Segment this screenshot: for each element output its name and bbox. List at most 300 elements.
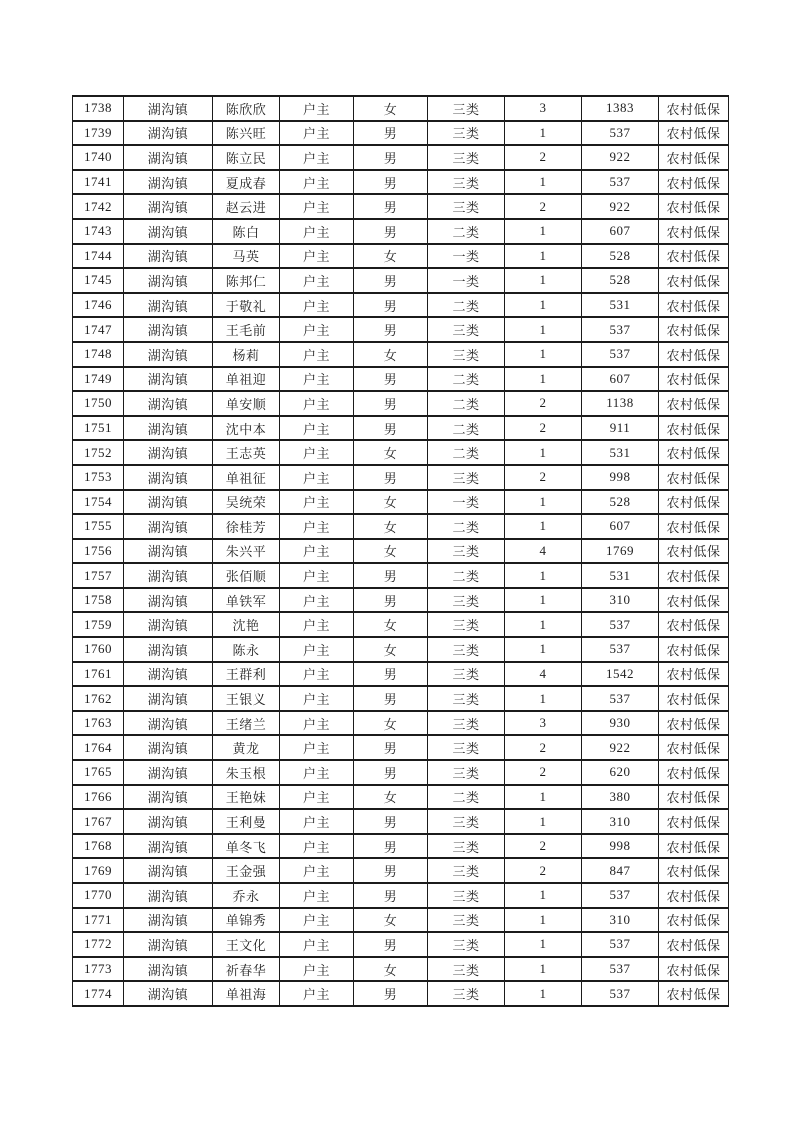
cell-persons: 2 [505, 416, 582, 441]
cell-name: 沈艳 [213, 612, 280, 637]
cell-amount: 922 [582, 735, 659, 760]
cell-serial: 1755 [73, 514, 124, 539]
cell-name: 陈邦仁 [213, 268, 280, 293]
table-row [73, 760, 729, 785]
table-row [73, 785, 729, 810]
cell-gender: 女 [354, 908, 428, 933]
cell-town: 湖沟镇 [124, 194, 213, 219]
cell-persons: 1 [505, 981, 582, 1006]
cell-name: 朱玉根 [213, 760, 280, 785]
cell-serial: 1743 [73, 219, 124, 244]
cell-name: 王利曼 [213, 809, 280, 834]
table-row [73, 908, 729, 933]
cell-relation: 户主 [280, 317, 354, 342]
cell-town: 湖沟镇 [124, 367, 213, 392]
cell-amount: 537 [582, 686, 659, 711]
cell-relation: 户主 [280, 416, 354, 441]
cell-persons: 1 [505, 957, 582, 982]
cell-relation: 户主 [280, 883, 354, 908]
cell-gender: 女 [354, 490, 428, 515]
cell-type: 农村低保 [659, 416, 729, 441]
cell-serial: 1760 [73, 637, 124, 662]
cell-type: 农村低保 [659, 244, 729, 269]
cell-relation: 户主 [280, 785, 354, 810]
cell-name: 朱兴平 [213, 539, 280, 564]
cell-persons: 1 [505, 342, 582, 367]
table-row [73, 711, 729, 736]
cell-category: 二类 [428, 416, 505, 441]
cell-serial: 1754 [73, 490, 124, 515]
cell-type: 农村低保 [659, 539, 729, 564]
cell-serial: 1763 [73, 711, 124, 736]
cell-relation: 户主 [280, 735, 354, 760]
table-row [73, 490, 729, 515]
cell-relation: 户主 [280, 219, 354, 244]
table-row [73, 244, 729, 269]
cell-category: 三类 [428, 194, 505, 219]
cell-persons: 3 [505, 96, 582, 121]
table-row [73, 96, 729, 121]
cell-town: 湖沟镇 [124, 145, 213, 170]
cell-type: 农村低保 [659, 96, 729, 121]
cell-persons: 1 [505, 440, 582, 465]
cell-category: 三类 [428, 981, 505, 1006]
cell-serial: 1759 [73, 612, 124, 637]
cell-gender: 男 [354, 981, 428, 1006]
cell-name: 陈兴旺 [213, 121, 280, 146]
table-row [73, 883, 729, 908]
cell-name: 王文化 [213, 932, 280, 957]
table-row [73, 121, 729, 146]
cell-amount: 310 [582, 809, 659, 834]
cell-name: 单安顺 [213, 391, 280, 416]
cell-name: 王艳妹 [213, 785, 280, 810]
cell-relation: 户主 [280, 932, 354, 957]
cell-category: 三类 [428, 539, 505, 564]
cell-category: 三类 [428, 932, 505, 957]
cell-type: 农村低保 [659, 612, 729, 637]
cell-type: 农村低保 [659, 219, 729, 244]
cell-relation: 户主 [280, 809, 354, 834]
cell-name: 吴统荣 [213, 490, 280, 515]
cell-serial: 1747 [73, 317, 124, 342]
cell-amount: 310 [582, 588, 659, 613]
cell-category: 二类 [428, 440, 505, 465]
cell-serial: 1767 [73, 809, 124, 834]
cell-town: 湖沟镇 [124, 563, 213, 588]
cell-category: 三类 [428, 760, 505, 785]
table-row [73, 145, 729, 170]
cell-type: 农村低保 [659, 981, 729, 1006]
cell-serial: 1761 [73, 662, 124, 687]
cell-serial: 1771 [73, 908, 124, 933]
cell-type: 农村低保 [659, 490, 729, 515]
cell-name: 祈春华 [213, 957, 280, 982]
cell-town: 湖沟镇 [124, 957, 213, 982]
cell-gender: 女 [354, 342, 428, 367]
cell-relation: 户主 [280, 440, 354, 465]
cell-town: 湖沟镇 [124, 219, 213, 244]
cell-persons: 2 [505, 465, 582, 490]
cell-name: 马英 [213, 244, 280, 269]
table-row [73, 612, 729, 637]
cell-category: 二类 [428, 391, 505, 416]
cell-type: 农村低保 [659, 760, 729, 785]
cell-town: 湖沟镇 [124, 465, 213, 490]
cell-serial: 1762 [73, 686, 124, 711]
cell-relation: 户主 [280, 342, 354, 367]
cell-relation: 户主 [280, 957, 354, 982]
table-body [73, 96, 729, 1006]
cell-gender: 男 [354, 170, 428, 195]
cell-amount: 537 [582, 981, 659, 1006]
cell-town: 湖沟镇 [124, 858, 213, 883]
cell-type: 农村低保 [659, 686, 729, 711]
table-row [73, 588, 729, 613]
cell-name: 单祖迎 [213, 367, 280, 392]
cell-category: 三类 [428, 121, 505, 146]
cell-gender: 男 [354, 834, 428, 859]
cell-town: 湖沟镇 [124, 735, 213, 760]
cell-amount: 537 [582, 612, 659, 637]
cell-persons: 1 [505, 932, 582, 957]
cell-serial: 1746 [73, 293, 124, 318]
cell-type: 农村低保 [659, 858, 729, 883]
welfare-roster-table [72, 95, 729, 1007]
cell-gender: 男 [354, 563, 428, 588]
cell-category: 二类 [428, 514, 505, 539]
cell-gender: 女 [354, 612, 428, 637]
cell-town: 湖沟镇 [124, 760, 213, 785]
cell-serial: 1768 [73, 834, 124, 859]
cell-gender: 男 [354, 735, 428, 760]
cell-name: 乔永 [213, 883, 280, 908]
cell-gender: 男 [354, 760, 428, 785]
cell-persons: 4 [505, 539, 582, 564]
cell-type: 农村低保 [659, 367, 729, 392]
cell-amount: 528 [582, 490, 659, 515]
cell-relation: 户主 [280, 170, 354, 195]
cell-gender: 男 [354, 145, 428, 170]
cell-serial: 1750 [73, 391, 124, 416]
cell-relation: 户主 [280, 637, 354, 662]
cell-relation: 户主 [280, 981, 354, 1006]
cell-gender: 男 [354, 416, 428, 441]
cell-persons: 1 [505, 317, 582, 342]
cell-persons: 1 [505, 367, 582, 392]
cell-type: 农村低保 [659, 883, 729, 908]
cell-serial: 1749 [73, 367, 124, 392]
cell-gender: 男 [354, 391, 428, 416]
cell-town: 湖沟镇 [124, 539, 213, 564]
table-row [73, 662, 729, 687]
cell-serial: 1739 [73, 121, 124, 146]
cell-town: 湖沟镇 [124, 416, 213, 441]
cell-serial: 1774 [73, 981, 124, 1006]
cell-amount: 537 [582, 121, 659, 146]
table-row [73, 981, 729, 1006]
table-row [73, 440, 729, 465]
cell-amount: 537 [582, 317, 659, 342]
cell-type: 农村低保 [659, 145, 729, 170]
cell-type: 农村低保 [659, 932, 729, 957]
cell-category: 三类 [428, 145, 505, 170]
cell-relation: 户主 [280, 96, 354, 121]
cell-name: 沈中本 [213, 416, 280, 441]
cell-name: 陈立民 [213, 145, 280, 170]
table-row [73, 514, 729, 539]
cell-category: 三类 [428, 465, 505, 490]
cell-type: 农村低保 [659, 391, 729, 416]
cell-category: 三类 [428, 342, 505, 367]
cell-name: 杨莉 [213, 342, 280, 367]
cell-town: 湖沟镇 [124, 662, 213, 687]
cell-name: 王志英 [213, 440, 280, 465]
cell-persons: 3 [505, 711, 582, 736]
table-row [73, 194, 729, 219]
cell-amount: 998 [582, 834, 659, 859]
cell-amount: 528 [582, 268, 659, 293]
cell-serial: 1752 [73, 440, 124, 465]
table-row [73, 957, 729, 982]
cell-amount: 922 [582, 194, 659, 219]
table-row [73, 637, 729, 662]
cell-gender: 男 [354, 317, 428, 342]
cell-category: 三类 [428, 170, 505, 195]
cell-amount: 310 [582, 908, 659, 933]
cell-category: 三类 [428, 686, 505, 711]
table-row [73, 932, 729, 957]
cell-town: 湖沟镇 [124, 834, 213, 859]
cell-town: 湖沟镇 [124, 883, 213, 908]
cell-relation: 户主 [280, 367, 354, 392]
cell-town: 湖沟镇 [124, 637, 213, 662]
cell-serial: 1745 [73, 268, 124, 293]
cell-amount: 537 [582, 342, 659, 367]
cell-persons: 1 [505, 809, 582, 834]
cell-relation: 户主 [280, 662, 354, 687]
cell-persons: 1 [505, 268, 582, 293]
cell-name: 陈白 [213, 219, 280, 244]
cell-serial: 1764 [73, 735, 124, 760]
cell-category: 三类 [428, 735, 505, 760]
cell-name: 单铁军 [213, 588, 280, 613]
cell-serial: 1772 [73, 932, 124, 957]
cell-name: 于敬礼 [213, 293, 280, 318]
cell-persons: 1 [505, 563, 582, 588]
cell-persons: 1 [505, 514, 582, 539]
cell-relation: 户主 [280, 539, 354, 564]
cell-relation: 户主 [280, 711, 354, 736]
cell-type: 农村低保 [659, 293, 729, 318]
cell-name: 单祖海 [213, 981, 280, 1006]
cell-town: 湖沟镇 [124, 981, 213, 1006]
cell-relation: 户主 [280, 194, 354, 219]
cell-relation: 户主 [280, 686, 354, 711]
cell-name: 王金强 [213, 858, 280, 883]
cell-serial: 1756 [73, 539, 124, 564]
cell-persons: 1 [505, 908, 582, 933]
cell-type: 农村低保 [659, 662, 729, 687]
cell-town: 湖沟镇 [124, 908, 213, 933]
cell-serial: 1757 [73, 563, 124, 588]
cell-persons: 1 [505, 637, 582, 662]
cell-town: 湖沟镇 [124, 293, 213, 318]
cell-serial: 1765 [73, 760, 124, 785]
table-row [73, 293, 729, 318]
table-row [73, 268, 729, 293]
cell-serial: 1742 [73, 194, 124, 219]
cell-type: 农村低保 [659, 809, 729, 834]
cell-town: 湖沟镇 [124, 490, 213, 515]
cell-town: 湖沟镇 [124, 588, 213, 613]
cell-type: 农村低保 [659, 637, 729, 662]
cell-amount: 380 [582, 785, 659, 810]
cell-category: 三类 [428, 96, 505, 121]
cell-type: 农村低保 [659, 588, 729, 613]
cell-amount: 607 [582, 514, 659, 539]
cell-persons: 2 [505, 391, 582, 416]
cell-gender: 男 [354, 809, 428, 834]
cell-name: 单祖征 [213, 465, 280, 490]
cell-gender: 女 [354, 539, 428, 564]
cell-serial: 1744 [73, 244, 124, 269]
cell-relation: 户主 [280, 121, 354, 146]
cell-persons: 1 [505, 883, 582, 908]
table-row [73, 686, 729, 711]
cell-name: 单锦秀 [213, 908, 280, 933]
cell-gender: 女 [354, 785, 428, 810]
cell-name: 夏成春 [213, 170, 280, 195]
cell-amount: 1383 [582, 96, 659, 121]
cell-name: 王群利 [213, 662, 280, 687]
cell-type: 农村低保 [659, 957, 729, 982]
cell-relation: 户主 [280, 268, 354, 293]
cell-amount: 930 [582, 711, 659, 736]
cell-town: 湖沟镇 [124, 932, 213, 957]
cell-persons: 2 [505, 735, 582, 760]
cell-category: 二类 [428, 219, 505, 244]
cell-relation: 户主 [280, 391, 354, 416]
cell-amount: 620 [582, 760, 659, 785]
cell-relation: 户主 [280, 612, 354, 637]
cell-relation: 户主 [280, 563, 354, 588]
cell-relation: 户主 [280, 760, 354, 785]
cell-name: 张佰顺 [213, 563, 280, 588]
cell-type: 农村低保 [659, 785, 729, 810]
cell-town: 湖沟镇 [124, 342, 213, 367]
cell-serial: 1748 [73, 342, 124, 367]
cell-gender: 男 [354, 121, 428, 146]
cell-gender: 男 [354, 858, 428, 883]
cell-category: 三类 [428, 858, 505, 883]
table-row [73, 539, 729, 564]
cell-name: 王毛前 [213, 317, 280, 342]
cell-amount: 537 [582, 170, 659, 195]
cell-relation: 户主 [280, 490, 354, 515]
cell-amount: 528 [582, 244, 659, 269]
cell-persons: 2 [505, 760, 582, 785]
table-row [73, 735, 729, 760]
cell-amount: 911 [582, 416, 659, 441]
table-row [73, 834, 729, 859]
table-row [73, 563, 729, 588]
cell-amount: 607 [582, 367, 659, 392]
cell-relation: 户主 [280, 834, 354, 859]
cell-town: 湖沟镇 [124, 317, 213, 342]
cell-amount: 1542 [582, 662, 659, 687]
cell-type: 农村低保 [659, 563, 729, 588]
cell-amount: 537 [582, 957, 659, 982]
cell-category: 三类 [428, 588, 505, 613]
cell-type: 农村低保 [659, 342, 729, 367]
cell-persons: 1 [505, 490, 582, 515]
cell-persons: 1 [505, 588, 582, 613]
table-row [73, 416, 729, 441]
cell-name: 单冬飞 [213, 834, 280, 859]
cell-amount: 531 [582, 440, 659, 465]
cell-type: 农村低保 [659, 194, 729, 219]
cell-persons: 2 [505, 834, 582, 859]
cell-name: 王绪兰 [213, 711, 280, 736]
cell-relation: 户主 [280, 514, 354, 539]
cell-amount: 537 [582, 637, 659, 662]
cell-category: 三类 [428, 637, 505, 662]
cell-relation: 户主 [280, 588, 354, 613]
cell-persons: 2 [505, 194, 582, 219]
cell-category: 三类 [428, 883, 505, 908]
cell-category: 二类 [428, 785, 505, 810]
cell-amount: 537 [582, 883, 659, 908]
table-row [73, 858, 729, 883]
cell-name: 赵云进 [213, 194, 280, 219]
cell-persons: 1 [505, 219, 582, 244]
table-row [73, 809, 729, 834]
cell-gender: 男 [354, 194, 428, 219]
table-row [73, 465, 729, 490]
cell-type: 农村低保 [659, 440, 729, 465]
cell-type: 农村低保 [659, 908, 729, 933]
cell-gender: 女 [354, 957, 428, 982]
cell-category: 三类 [428, 317, 505, 342]
cell-category: 三类 [428, 957, 505, 982]
cell-name: 徐桂芳 [213, 514, 280, 539]
cell-amount: 531 [582, 293, 659, 318]
cell-serial: 1773 [73, 957, 124, 982]
cell-serial: 1740 [73, 145, 124, 170]
cell-town: 湖沟镇 [124, 244, 213, 269]
cell-amount: 537 [582, 932, 659, 957]
table-row [73, 317, 729, 342]
cell-gender: 女 [354, 440, 428, 465]
cell-town: 湖沟镇 [124, 809, 213, 834]
cell-gender: 女 [354, 244, 428, 269]
cell-persons: 2 [505, 145, 582, 170]
cell-category: 三类 [428, 612, 505, 637]
cell-category: 二类 [428, 563, 505, 588]
cell-town: 湖沟镇 [124, 170, 213, 195]
cell-town: 湖沟镇 [124, 711, 213, 736]
cell-serial: 1770 [73, 883, 124, 908]
cell-serial: 1758 [73, 588, 124, 613]
table-row [73, 170, 729, 195]
cell-gender: 男 [354, 293, 428, 318]
cell-amount: 607 [582, 219, 659, 244]
cell-town: 湖沟镇 [124, 440, 213, 465]
cell-gender: 女 [354, 514, 428, 539]
cell-name: 陈欣欣 [213, 96, 280, 121]
cell-serial: 1769 [73, 858, 124, 883]
